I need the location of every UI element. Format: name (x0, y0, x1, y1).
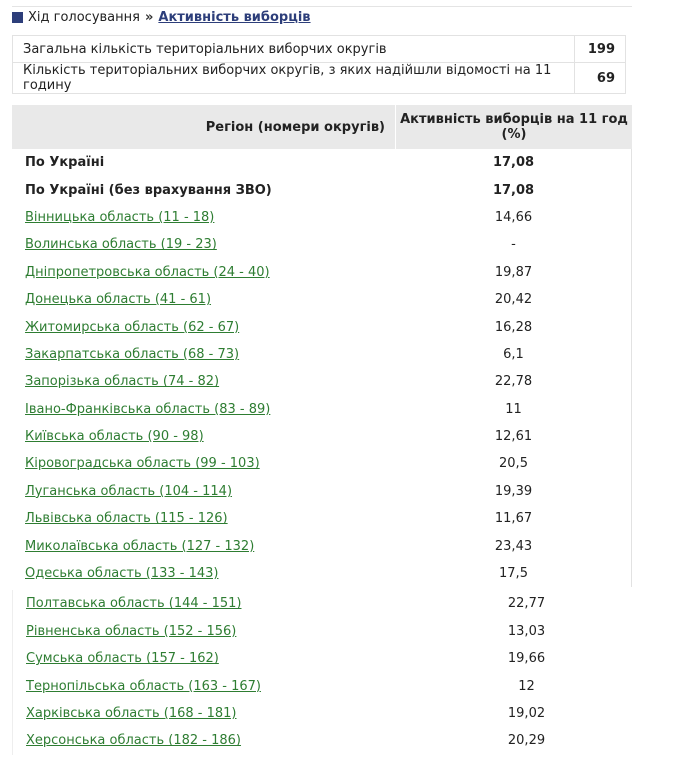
region-cell (12, 511, 396, 526)
summary-label: Загальна кількість територіальних виборчих округів (13, 36, 575, 63)
region-cell (13, 651, 397, 666)
region-link[interactable]: Вінницька область (11 - 18) (25, 209, 215, 225)
region-cell (13, 679, 397, 694)
region-link[interactable]: Волинська область (19 - 23) (25, 237, 217, 253)
table-row (13, 700, 632, 727)
region-cell (12, 429, 396, 444)
region-cell (12, 292, 396, 307)
region-cell (12, 539, 396, 554)
region-cell: По Україні (25, 155, 105, 171)
region-cell (12, 484, 396, 499)
table-header (12, 105, 632, 149)
activity-value: 13,03 (507, 623, 546, 639)
activity-value: 17,08 (492, 182, 535, 198)
breadcrumb (12, 6, 632, 27)
region-cell: По Україні (без врахування ЗВО) (25, 182, 272, 198)
activity-value: 20,29 (507, 733, 546, 749)
activity-value: 22,77 (507, 596, 546, 612)
table-row (13, 645, 632, 672)
summary-label: Кількість територіальних виборчих округів, з яких надійшли відомості на 11 годину (13, 63, 575, 94)
activity-value: 12,61 (494, 429, 533, 445)
summary-value: 199 (575, 36, 626, 63)
region-link[interactable]: Тернопільська область (163 - 167) (26, 678, 261, 694)
region-link[interactable]: Запорізька область (74 - 82) (25, 374, 220, 390)
breadcrumb-current[interactable]: Активність виборців (158, 9, 311, 25)
square-bullet-icon (12, 12, 23, 23)
region-cell (12, 265, 396, 280)
region-link[interactable]: Херсонська область (182 - 186) (26, 733, 242, 749)
activity-value: 14,66 (494, 209, 533, 225)
activity-value: 22,78 (494, 374, 533, 390)
summary-value: 69 (575, 63, 626, 94)
table-body (12, 149, 632, 587)
table-row (12, 341, 631, 368)
table-row (13, 618, 632, 645)
activity-value: 17,5 (499, 566, 528, 582)
column-header-activity: Активність виборців на 11 год (%) (400, 112, 628, 142)
table-row (12, 505, 631, 532)
table-row (12, 286, 631, 313)
column-header-region: Регіон (номери округів) (12, 105, 396, 149)
region-link[interactable]: Івано-Франківська область (83 - 89) (25, 401, 271, 417)
table-row (13, 590, 632, 617)
region-cell (12, 237, 396, 252)
activity-value: - (511, 237, 516, 253)
total-row (12, 149, 631, 176)
activity-value: 17,08 (492, 155, 535, 171)
region-cell (12, 456, 396, 471)
table-row (12, 450, 631, 477)
summary-table (12, 35, 626, 94)
region-cell (12, 374, 396, 389)
region-cell (13, 706, 397, 721)
table-row (12, 532, 631, 559)
activity-value: 19,87 (494, 264, 533, 280)
region-link[interactable]: Житомирська область (62 - 67) (25, 319, 240, 335)
table-row (12, 560, 631, 587)
activity-value: 11,67 (494, 511, 533, 527)
region-link[interactable]: Харківська область (168 - 181) (26, 706, 237, 721)
activity-value: 16,28 (494, 319, 533, 335)
region-cell (12, 566, 396, 581)
breadcrumb-parent[interactable]: Хід голосування (28, 9, 140, 25)
table-row (12, 204, 631, 231)
table-row (13, 672, 632, 699)
summary-row (13, 36, 626, 63)
table-row (12, 368, 631, 395)
activity-value: 12 (518, 678, 535, 694)
region-cell (12, 320, 396, 335)
region-cell (12, 402, 396, 417)
region-link[interactable]: Львівська область (115 - 126) (25, 511, 228, 527)
region-cell (12, 210, 396, 225)
activity-value: 19,66 (507, 651, 546, 667)
summary-row (13, 63, 626, 94)
total-row (12, 176, 631, 203)
activity-value: 6,1 (503, 346, 524, 362)
table-row (12, 313, 631, 340)
region-link[interactable]: Київська область (90 - 98) (25, 429, 204, 445)
region-link[interactable]: Сумська область (157 - 162) (26, 651, 219, 667)
activity-value: 19,39 (494, 483, 533, 499)
region-cell (13, 596, 397, 611)
activity-value: 11 (505, 401, 522, 417)
table-row (12, 423, 631, 450)
region-link[interactable]: Одеська область (133 - 143) (25, 566, 219, 582)
table-row (12, 396, 631, 423)
region-link[interactable]: Луганська область (104 - 114) (25, 483, 233, 499)
region-link[interactable]: Кіровоградська область (99 - 103) (25, 456, 260, 472)
table-row (13, 727, 632, 754)
region-link[interactable]: Донецька область (41 - 61) (25, 292, 212, 308)
table-row (12, 259, 631, 286)
region-link[interactable]: Закарпатська область (68 - 73) (25, 346, 240, 362)
region-link[interactable]: Дніпропетровська область (24 - 40) (25, 264, 270, 280)
region-link[interactable]: Полтавська область (144 - 151) (26, 596, 242, 612)
activity-value: 20,42 (494, 292, 533, 308)
activity-value: 19,02 (507, 706, 546, 721)
activity-value: 23,43 (494, 538, 533, 554)
activity-table (12, 105, 632, 755)
table-body-continued (12, 590, 632, 754)
table-row (12, 231, 631, 258)
region-cell (13, 733, 397, 748)
region-link[interactable]: Рівненська область (152 - 156) (26, 623, 237, 639)
region-cell (13, 624, 397, 639)
activity-value: 20,5 (499, 456, 528, 472)
region-cell (12, 347, 396, 362)
region-link[interactable]: Миколаївська область (127 - 132) (25, 538, 255, 554)
table-row (12, 478, 631, 505)
breadcrumb-separator: » (144, 9, 154, 25)
